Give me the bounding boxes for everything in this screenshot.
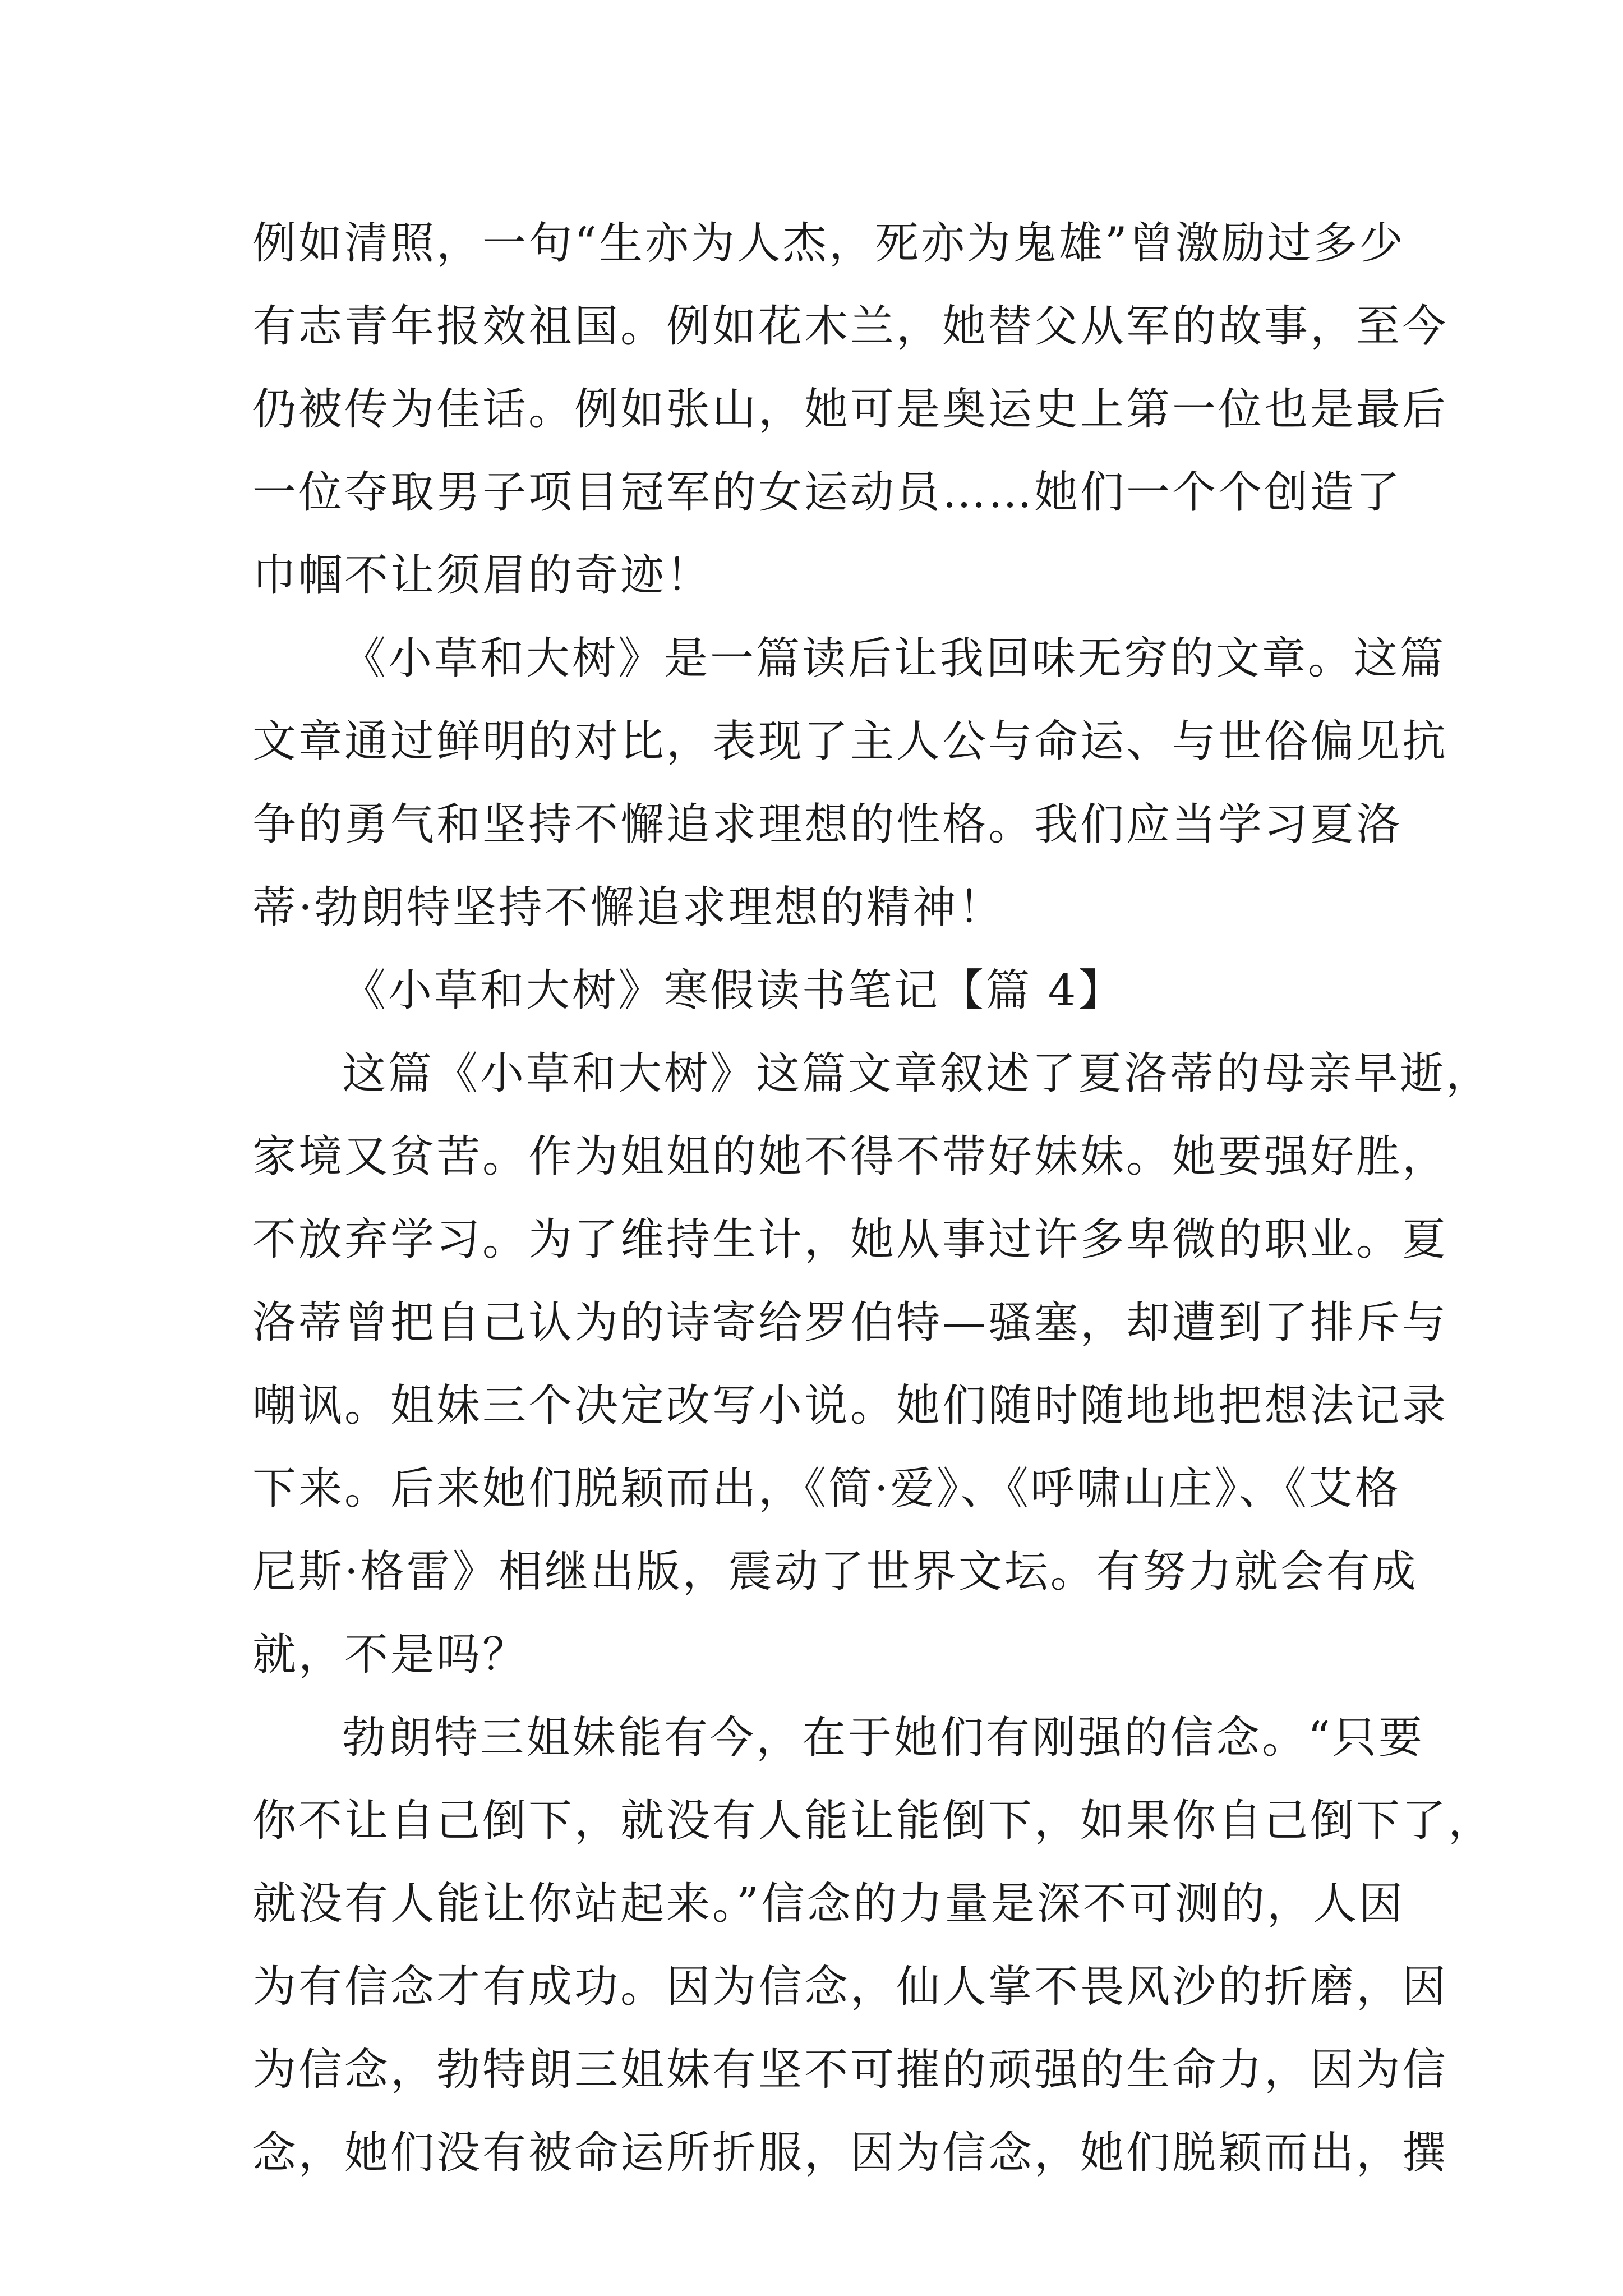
text-line: 例如清照，一句“生亦为人杰，死亦为鬼雄”曾激励过多少 [252, 218, 1405, 269]
text-line: 就，不是吗？ [252, 1630, 529, 1680]
text-line: 为信念，勃特朗三姐妹有坚不可摧的顽强的生命力，因为信 [252, 2045, 1449, 2095]
text-line: 蒂·勃朗特坚持不懈追求理想的精神！ [252, 882, 1004, 933]
text-line: 争的勇气和坚持不懈追求理想的性格。我们应当学习夏洛 [252, 799, 1403, 850]
paragraph-first-line: 这篇《小草和大树》这篇文章叙述了夏洛蒂的母亲早逝， [342, 1048, 1492, 1099]
text-line: 家境又贫苦。作为姐姐的她不得不带好妹妹。她要强好胜， [252, 1131, 1449, 1182]
text-line: 不放弃学习。为了维持生计，她从事过许多卑微的职业。夏 [252, 1214, 1449, 1265]
section-heading: 《小草和大树》寒假读书笔记【篇 4】 [342, 965, 1124, 1016]
text-line: 嘲讽。姐妹三个决定改写小说。她们随时随地地把想法记录 [252, 1381, 1449, 1431]
text-line: 巾帼不让须眉的奇迹！ [252, 550, 713, 601]
text-line: 下来。后来她们脱颖而出，《简·爱》、《呼啸山庄》、《艾格 [252, 1464, 1401, 1514]
text-line: 尼斯·格雷》相继出版，震动了世界文坛。有努力就会有成 [252, 1547, 1418, 1597]
paragraph-first-line: 《小草和大树》是一篇读后让我回味无穷的文章。这篇 [342, 633, 1446, 684]
text-line: 你不让自己倒下，就没有人能让能倒下，如果你自己倒下了， [252, 1796, 1495, 1846]
text-line: 一位夺取男子项目冠军的女运动员……她们一个个创造了 [252, 467, 1403, 518]
text-line: 念，她们没有被命运所折服，因为信念，她们脱颖而出，撰 [252, 2128, 1449, 2178]
text-line: 有志青年报效祖国。例如花木兰，她替父从军的故事，至今 [252, 301, 1449, 352]
text-line: 就没有人能让你站起来。”信念的力量是深不可测的，人因 [252, 1879, 1405, 1929]
text-line: 文章通过鲜明的对比，表现了主人公与命运、与世俗偏见抗 [252, 716, 1449, 767]
paragraph-first-line: 勃朗特三姐妹能有今，在于她们有刚强的信念。“只要 [342, 1713, 1424, 1763]
text-line: 洛蒂曾把自己认为的诗寄给罗伯特—骚塞，却遭到了排斥与 [252, 1297, 1449, 1348]
document-body [252, 202, 1495, 2194]
text-line: 仍被传为佳话。例如张山，她可是奥运史上第一位也是最后 [252, 384, 1449, 435]
text-line: 为有信念才有成功。因为信念，仙人掌不畏风沙的折磨，因 [252, 1962, 1449, 2012]
